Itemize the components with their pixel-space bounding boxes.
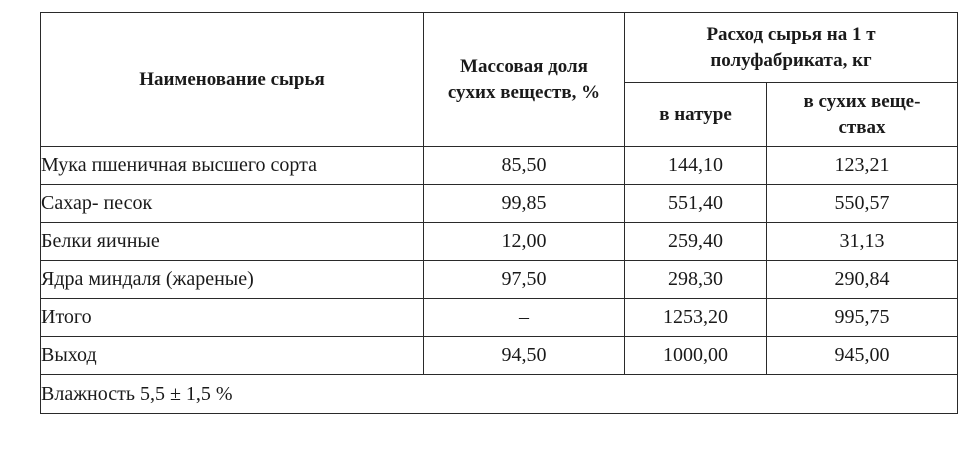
row-name: Ядра миндаля (жареные)	[41, 261, 424, 299]
row-mass: 99,85	[424, 185, 625, 223]
table-row	[41, 147, 958, 185]
header-name: Наименование сырья	[41, 13, 424, 147]
row-nature: 144,10	[625, 147, 767, 185]
row-mass: 97,50	[424, 261, 625, 299]
row-nature: 298,30	[625, 261, 767, 299]
row-mass: –	[424, 299, 625, 337]
table-footer-row	[41, 375, 958, 414]
table-row-yield	[41, 337, 958, 375]
header-in-kind: в натуре	[625, 83, 767, 147]
table-row	[41, 261, 958, 299]
moisture-note: Влажность 5,5 ± 1,5 %	[41, 375, 958, 414]
row-name: Мука пшеничная высшего сорта	[41, 147, 424, 185]
row-name: Итого	[41, 299, 424, 337]
table-row	[41, 223, 958, 261]
header-consumption-text: Расход сырья на 1 т полуфабриката, кг	[706, 23, 876, 71]
table-row	[41, 185, 958, 223]
header-in-dry	[767, 83, 958, 147]
header-mass-fraction-text: Массовая доля сухих веществ, %	[447, 55, 601, 103]
row-mass: 94,50	[424, 337, 625, 375]
row-mass: 12,00	[424, 223, 625, 261]
row-name: Сахар- песок	[41, 185, 424, 223]
row-dry: 995,75	[767, 299, 958, 337]
row-nature: 1000,00	[625, 337, 767, 375]
row-dry: 31,13	[767, 223, 958, 261]
raw-material-table	[40, 12, 958, 414]
row-nature: 1253,20	[625, 299, 767, 337]
table-row-total	[41, 299, 958, 337]
header-mass-fraction	[424, 13, 625, 147]
row-dry: 945,00	[767, 337, 958, 375]
header-consumption	[625, 13, 958, 83]
row-nature: 551,40	[625, 185, 767, 223]
row-dry: 123,21	[767, 147, 958, 185]
row-name: Выход	[41, 337, 424, 375]
row-nature: 259,40	[625, 223, 767, 261]
row-mass: 85,50	[424, 147, 625, 185]
row-dry: 550,57	[767, 185, 958, 223]
row-dry: 290,84	[767, 261, 958, 299]
header-in-dry-text: в сухих веще-ствах	[803, 90, 921, 138]
row-name: Белки яичные	[41, 223, 424, 261]
